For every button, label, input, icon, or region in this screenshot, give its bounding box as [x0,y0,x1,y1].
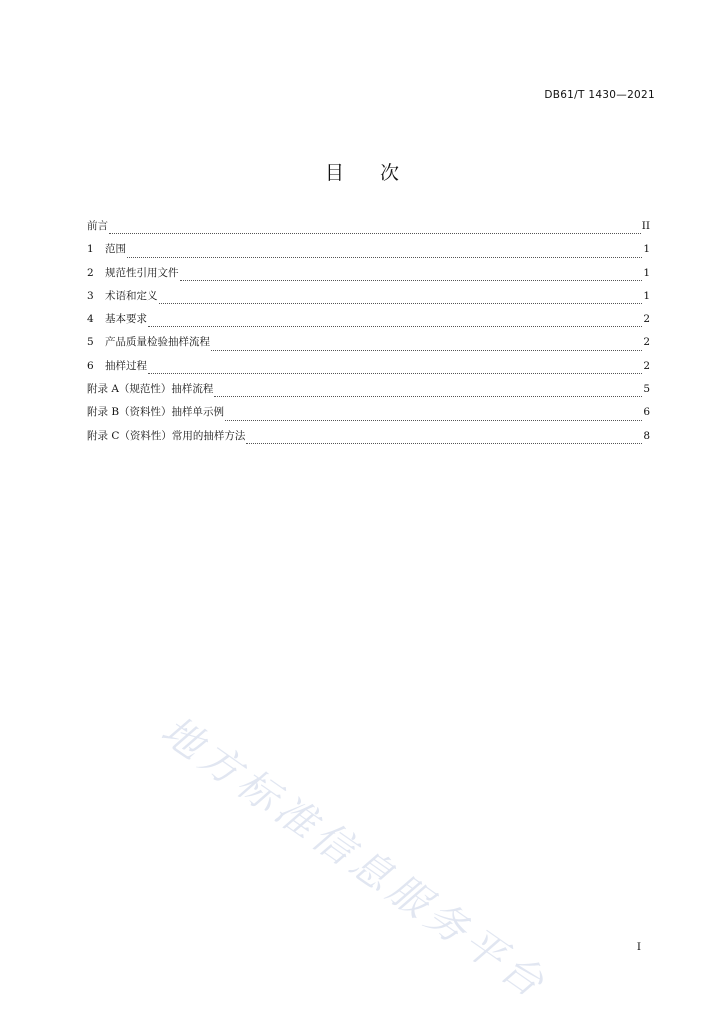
toc-entry-normative-references[interactable] [87,266,650,289]
toc-entry-label: 基本要求 [105,313,147,326]
toc-entry-number: 5 [87,336,94,349]
toc-entry-page: 1 [643,289,650,302]
toc-entry-number: 1 [87,243,94,256]
toc-entry-page: 1 [643,266,650,279]
toc-entry-number: 3 [87,289,94,302]
toc-entry-number: 4 [87,313,94,326]
toc-entry-page: 1 [643,243,650,256]
toc-entry-label: 前言 [87,220,108,232]
toc-leader-dots [127,256,642,258]
toc-leader-dots [225,419,642,421]
toc-leader-dots [180,279,643,281]
toc-leader-dots [211,349,642,351]
toc-leader-dots [148,372,642,374]
toc-entry-page: 2 [643,313,650,326]
toc-entry-number: 2 [87,266,94,279]
toc-entry-appendix-b[interactable] [87,405,650,428]
toc-leader-dots [148,325,642,327]
toc-entry-appendix-c[interactable] [87,429,650,452]
toc-entry-label: 附录 C（资料性）常用的抽样方法 [87,429,246,442]
toc-entry-page: II [641,220,650,232]
toc-entry-basic-requirements[interactable] [87,312,650,335]
toc-entry-label: 范围 [105,243,126,256]
toc-entry-appendix-a[interactable] [87,382,650,405]
toc-entry-page: 2 [643,336,650,349]
toc-entry-sampling-flow[interactable] [87,335,650,358]
toc-entry-foreword[interactable] [87,219,650,242]
toc-entry-page: 6 [643,406,650,419]
toc-entry-sampling-process[interactable] [87,359,650,382]
toc-entry-label: 术语和定义 [105,289,158,302]
page-number: I [636,941,641,953]
toc-entry-number: 6 [87,359,94,372]
toc-leader-dots [159,302,643,304]
toc-entry-label: 规范性引用文件 [105,266,179,279]
toc-entry-label: 附录 B（资料性）抽样单示例 [87,406,225,419]
toc-leader-dots [246,442,642,444]
toc-entry-label: 附录 A（规范性）抽样流程 [87,383,214,396]
toc-entry-page: 2 [643,359,650,372]
toc-entry-label: 产品质量检验抽样流程 [105,336,210,349]
toc-list [87,219,650,452]
toc-entry-terms-definitions[interactable] [87,289,650,312]
toc-leader-dots [214,395,642,397]
toc-entry-scope[interactable] [87,242,650,265]
watermark: 地方标准信息服务平台 [152,707,556,1010]
toc-entry-page: 5 [643,383,650,396]
toc-title: 目次 [324,162,435,184]
toc-entry-page: 8 [643,429,650,442]
toc-entry-label: 抽样过程 [105,359,147,372]
document-code: DB61/T 1430—2021 [544,89,655,101]
toc-leader-dots [109,232,641,234]
